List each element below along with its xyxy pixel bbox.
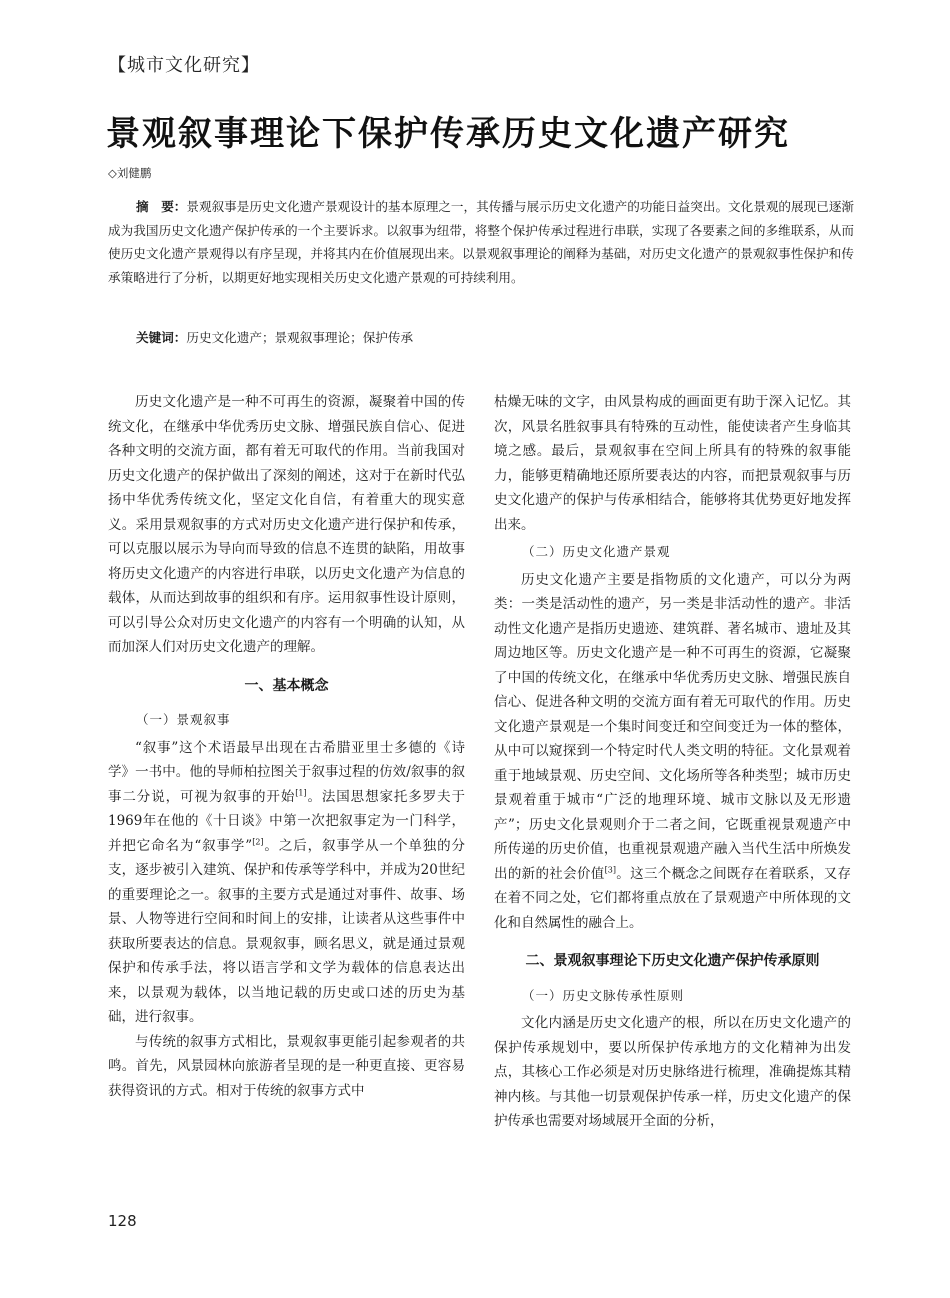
subsection-heading: （一）景观叙事 xyxy=(136,712,231,727)
right-column xyxy=(494,390,851,1134)
subsection-heading: （一）历史文脉传承性原则 xyxy=(522,987,685,1003)
section-heading: 一、基本概念 xyxy=(244,677,329,694)
paragraph-text: “叙事”这个术语最早出现在古希腊亚里士多德的《诗学》一书中。他的导师柏拉图关于叙事过程的仿效/叙事的叙事二分说，可视为叙事的开始 xyxy=(108,739,465,805)
page-number: 128 xyxy=(108,1212,137,1230)
paragraph xyxy=(494,568,851,936)
citation: [2] xyxy=(252,837,264,846)
abstract xyxy=(108,195,854,289)
abstract-text: 景观叙事是历史文化遗产景观设计的基本原理之一，其传播与展示历史文化遗产的功能日益突出。文化景观的展现已逐渐成为我国历史文化遗产保护传承的一个主要诉求。以叙事为纽带，将整个保护传承过程进行串联，实现了各要素之间的多维联系，从而使历史文化遗产景观得以有序呈现，并将其内在价值展现出来。以景观叙事理论的阐释为基础，对历史文化遗产的景观叙事性保护和传承策略进行了分析，以期更好地实现相关历史文化遗产景观的可持续利用。 xyxy=(108,199,855,285)
abstract-label: 摘 要： xyxy=(136,199,187,214)
paragraph: 历史文化遗产是一种不可再生的资源，凝聚着中国的传统文化，在继承中华优秀历史文脉、增强民族自信心、促进各种文明的交流方面，都有着无可取代的作用。当前我国对历史文化遗产的保护做出了深刻的阐述，这对于在新时代弘扬中华优秀传统文化，坚定文化自信，有着重大的现实意义。采用景观叙事的方式对历史文化遗产进行保护和传承，可以克服以展示为导向而导致的信息不连贯的缺陷，用故事将历史文化遗产的内容进行串联，以历史文化遗产为信息的载体，从而达到故事的组织和有序。运用叙事性设计原则，可以引导公众对历史文化遗产的内容有一个明确的认知，从而加深人们对历史文化遗产的理解。 xyxy=(108,394,465,655)
author: ◇刘健鹏 xyxy=(108,166,152,180)
section-tag: 【城市文化研究】 xyxy=(108,55,260,76)
citation: [1] xyxy=(295,788,307,797)
paragraph-text: 。法国思想家托多罗夫于1969年在他的《十日谈》中第一次把叙事定为一门科学，并把它命名为“叙事学” xyxy=(108,788,466,854)
left-column xyxy=(108,390,465,1103)
paragraph: 文化内涵是历史文化遗产的根，所以在历史文化遗产的保护传承规划中，要以所保护传承地方的文化精神为出发点，其核心工作必须是对历史脉络进行梳理，准确提炼其精神内核。与其他一切景观保护传承一样，历史文化遗产的保护传承也需要对场域展开全面的分析， xyxy=(494,1015,851,1129)
citation: [3] xyxy=(604,865,616,874)
paragraph-text: 。这三个概念之间既存在着联系，又存在着不同之处，它们都将重点放在了景观遗产中所体现的文化和自然属性的融合上。 xyxy=(494,865,852,931)
paragraph xyxy=(108,736,465,1030)
keywords-text: 历史文化遗产；景观叙事理论；保护传承 xyxy=(186,330,414,345)
section-heading: 二、景观叙事理论下历史文化遗产保护传承原则 xyxy=(525,953,820,969)
keywords-label: 关键词： xyxy=(136,330,187,345)
paragraph-text: 历史文化遗产主要是指物质的文化遗产，可以分为两类：一类是活动性的遗产，另一类是非活动性的遗产。非活动性文化遗产是指历史遗迹、建筑群、著名城市、遗址及其周边地区等。历史文化遗产是一种不可再生的资源，它凝聚了中国的传统文化，在继承中华优秀历史文脉、增强民族自信心、促进各种文明的交流方面有着无可取代的作用。历史文化遗产景观是一个集时间变迁和空间变迁为一体的整体，从中可以窥探到一个特定时代人类文明的特征。文化景观着重于地域景观、历史空间、文化场所等各种类型；城市历史景观着重于城市“广泛的地理环境、城市文脉以及无形遗产”；历史文化景观则介于二者之间，它既重视景观遗产中所传递的历史价值，也重视景观遗产融入当代生活中所焕发出的新的社会价值 xyxy=(494,571,851,882)
keywords xyxy=(136,327,413,346)
paragraph: 与传统的叙事方式相比，景观叙事更能引起参观者的共鸣。首先，风景园林向旅游者呈现的是一种更直接、更容易获得资讯的方式。相对于传统的叙事方式中 xyxy=(108,1033,465,1099)
paragraph-text: 。之后，叙事学从一个单独的分支，逐步被引入建筑、保护和传承等学科中，并成为20世纪的重要理论之一。叙事的主要方式是通过对事件、故事、场景、人物等进行空间和时间上的安排，让读者从这些事件中获取所要表达的信息。景观叙事，顾名思义，就是通过景观保护和传承手法，将以语言学和文学为载体的信息表达出来，以景观为载体，以当地记载的历史或口述的历史为基础，进行叙事。 xyxy=(108,837,465,1025)
article-title: 景观叙事理论下保护传承历史文化遗产研究 xyxy=(106,114,790,154)
subsection-heading: （二）历史文化遗产景观 xyxy=(522,544,671,559)
paragraph: 枯燥无味的文字，由风景构成的画面更有助于深入记忆。其次，风景名胜叙事具有特殊的互动性，能使读者产生身临其境之感。最后，景观叙事在空间上所具有的特殊的叙事能力，能够更精确地还原所要表达的内容，而把景观叙事与历史文化遗产的保护与传承相结合，能够将其优势更好地发挥出来。 xyxy=(494,394,851,533)
